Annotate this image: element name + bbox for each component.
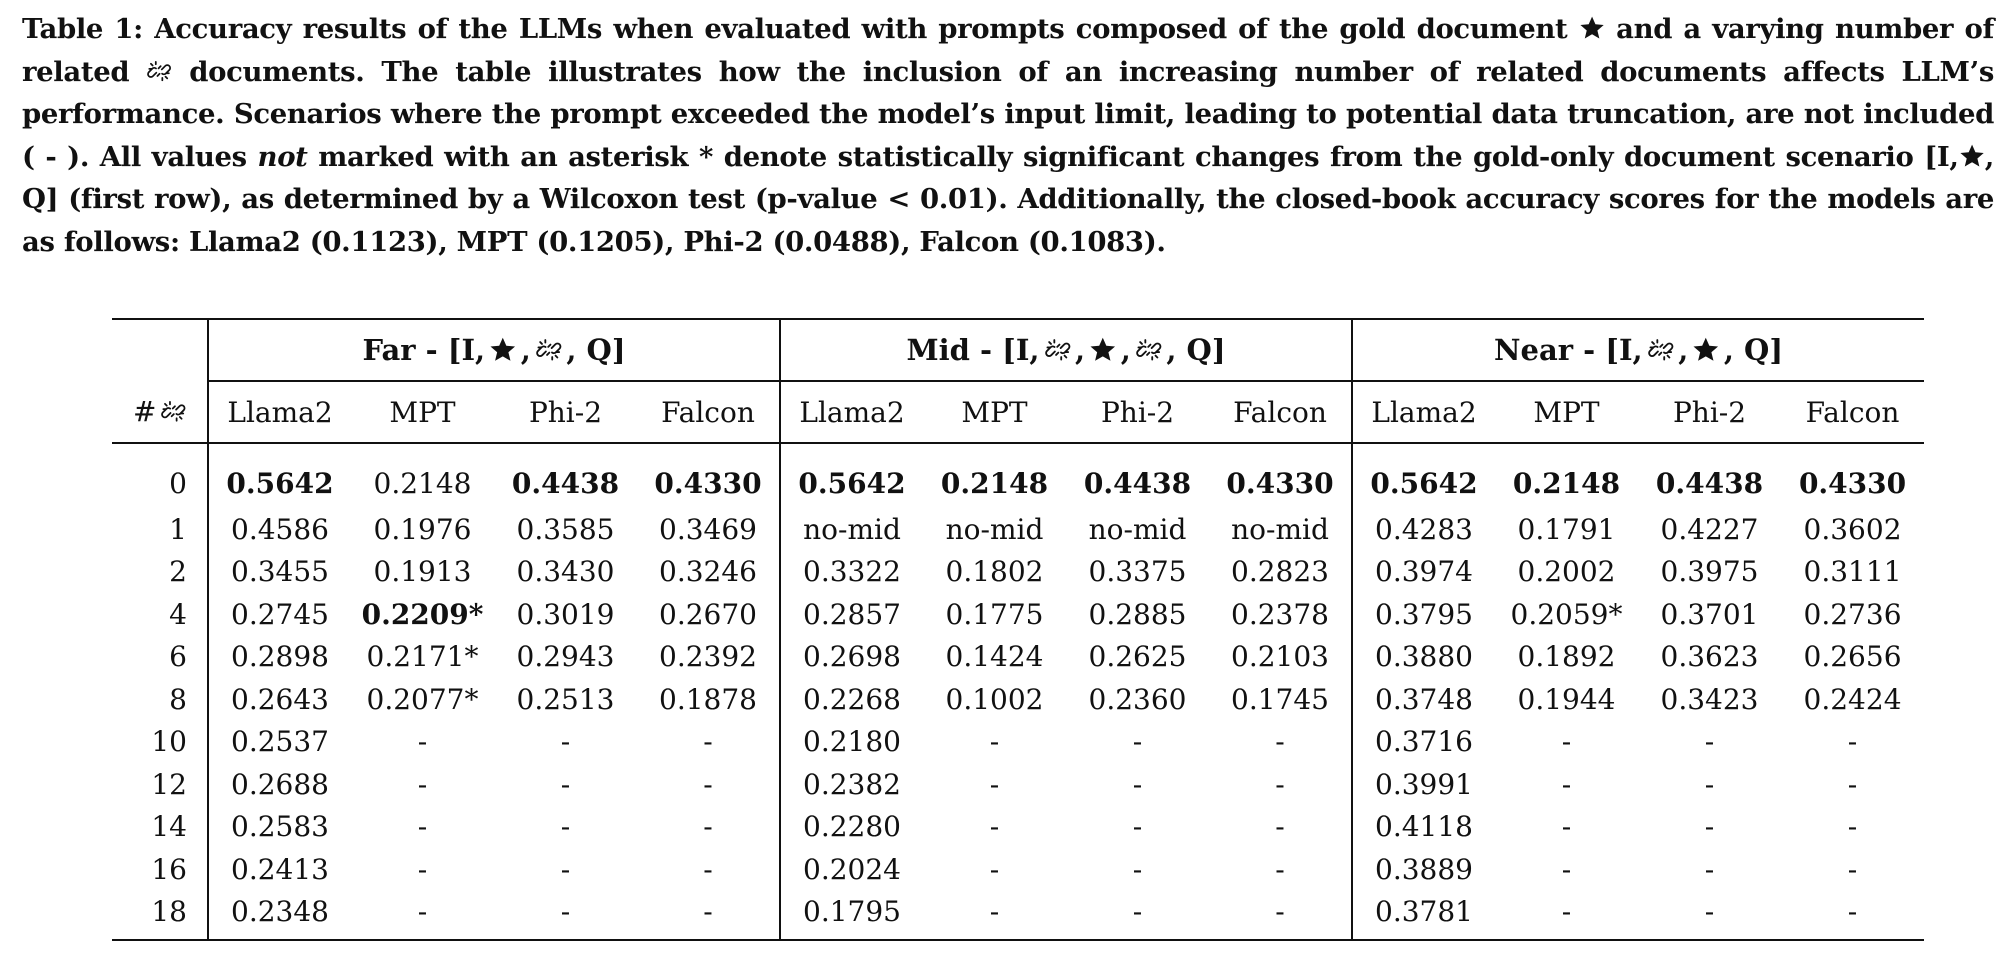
accuracy-cell: - [1209, 763, 1352, 806]
accuracy-cell: - [351, 891, 494, 941]
accuracy-cell: 0.2148 [373, 466, 472, 500]
results-table [112, 318, 1924, 941]
accuracy-cell: - [989, 810, 1000, 844]
accuracy-cell: 0.3375 [1088, 555, 1187, 589]
accuracy-cell: 0.1424 [945, 640, 1044, 674]
group-label-suffix: , Q] [566, 333, 626, 367]
accuracy-cell: 0.2656 [1803, 640, 1902, 674]
accuracy-cell: 0.5642 [226, 466, 334, 500]
accuracy-cell: 0.2688 [231, 767, 329, 801]
accuracy-cell: 0.4118 [1375, 810, 1473, 844]
table-row [112, 763, 1924, 806]
accuracy-cell: 0.3430 [516, 555, 615, 589]
accuracy-cell: - [1209, 721, 1352, 764]
hash-label: # [132, 395, 157, 428]
accuracy-cell: 0.1791 [1517, 512, 1616, 546]
group-label-prefix: Far - [I, [362, 333, 486, 367]
accuracy-cell: - [637, 763, 780, 806]
broken-link-icon [1044, 336, 1072, 364]
accuracy-cell: - [923, 891, 1066, 941]
table-row [112, 848, 1924, 891]
accuracy-cell: 0.2378 [1209, 593, 1352, 636]
row-count-cell: 2 [112, 551, 208, 594]
model-header-falcon: Falcon [1209, 381, 1352, 443]
accuracy-cell: 0.5642 [798, 466, 906, 500]
accuracy-cell: - [1209, 891, 1352, 941]
model-header-phi-2: Phi-2 [1066, 381, 1209, 443]
accuracy-cell: 0.2360 [1088, 682, 1187, 716]
row-count-cell: 4 [112, 593, 208, 636]
accuracy-cell: - [417, 852, 428, 886]
accuracy-cell: 0.2413 [231, 852, 329, 886]
accuracy-cell: 0.2736 [1803, 597, 1902, 631]
accuracy-cell: - [1495, 891, 1638, 941]
accuracy-cell: 0.2268 [803, 682, 901, 716]
row-count-cell: 6 [112, 636, 208, 679]
model-header-llama2: Llama2 [780, 381, 923, 443]
accuracy-cell: 0.2885 [1088, 597, 1187, 631]
group-header-row [112, 319, 1924, 381]
accuracy-cell: 0.2643 [231, 682, 329, 716]
table-row [112, 443, 1924, 508]
accuracy-cell: - [989, 852, 1000, 886]
model-header-row [112, 381, 1924, 443]
accuracy-cell: - [560, 767, 571, 801]
accuracy-cell: 0.3701 [1660, 597, 1759, 631]
accuracy-cell: - [1132, 767, 1143, 801]
accuracy-cell: 0.2024 [803, 852, 901, 886]
accuracy-cell: 0.3974 [1375, 555, 1473, 589]
star-icon [1692, 336, 1720, 364]
row-count-cell: 14 [112, 806, 208, 849]
accuracy-cell: 0.4330 [637, 443, 780, 508]
accuracy-cell: - [1132, 852, 1143, 886]
table-row [112, 721, 1924, 764]
accuracy-cell: - [494, 891, 637, 941]
model-header-llama2: Llama2 [208, 381, 351, 443]
table-body [112, 443, 1924, 940]
accuracy-cell: - [1561, 725, 1572, 759]
group-label-prefix: Near - [I, [1494, 333, 1643, 367]
row-count-cell: 1 [112, 508, 208, 551]
accuracy-cell: 0.1002 [945, 682, 1044, 716]
table-row [112, 891, 1924, 941]
accuracy-cell: - [1847, 767, 1858, 801]
accuracy-cell: 0.3716 [1375, 725, 1473, 759]
accuracy-cell: no-mid [803, 512, 901, 546]
accuracy-cell: - [560, 725, 571, 759]
accuracy-cell: 0.3991 [1375, 767, 1473, 801]
accuracy-cell: 0.3469 [637, 508, 780, 551]
accuracy-cell: - [1847, 725, 1858, 759]
table-row [112, 636, 1924, 679]
table-row [112, 508, 1924, 551]
accuracy-cell: 0.2392 [637, 636, 780, 679]
accuracy-cell: 0.2537 [231, 725, 329, 759]
accuracy-cell: 0.1976 [373, 512, 472, 546]
accuracy-cell: - [1132, 810, 1143, 844]
accuracy-cell: 0.2670 [637, 593, 780, 636]
star-icon [489, 336, 517, 364]
accuracy-cell: 0.3781 [1352, 891, 1495, 941]
accuracy-cell: - [1704, 767, 1715, 801]
accuracy-cell: - [637, 721, 780, 764]
accuracy-cell: - [1847, 810, 1858, 844]
accuracy-cell: - [1561, 767, 1572, 801]
accuracy-cell: - [989, 767, 1000, 801]
accuracy-cell: 0.1775 [945, 597, 1044, 631]
accuracy-cell: 0.1795 [780, 891, 923, 941]
accuracy-cell: - [417, 725, 428, 759]
corner-cell [112, 319, 208, 381]
accuracy-cell: 0.2209* [361, 597, 484, 631]
accuracy-cell: 0.3322 [803, 555, 901, 589]
accuracy-cell: 0.2171* [366, 640, 479, 674]
accuracy-cell: - [417, 767, 428, 801]
model-header-phi-2: Phi-2 [1638, 381, 1781, 443]
accuracy-cell: no-mid [1088, 512, 1187, 546]
star-icon [1579, 15, 1605, 41]
accuracy-cell: - [1704, 725, 1715, 759]
accuracy-cell: 0.2059* [1510, 597, 1623, 631]
row-count-cell: 16 [112, 848, 208, 891]
broken-link-icon [160, 398, 187, 425]
accuracy-cell: - [1704, 810, 1715, 844]
row-count-header [112, 381, 208, 443]
accuracy-cell: 0.2077* [366, 682, 479, 716]
accuracy-cell: 0.1745 [1209, 678, 1352, 721]
group-label-suffix: , Q] [1166, 333, 1226, 367]
accuracy-cell: 0.2823 [1209, 551, 1352, 594]
accuracy-cell: - [417, 810, 428, 844]
group-label-prefix: Mid - [I, [906, 333, 1040, 367]
accuracy-cell: 0.3623 [1660, 640, 1759, 674]
model-header-mpt: MPT [923, 381, 1066, 443]
group-label-separator: , [1075, 333, 1086, 367]
accuracy-cell: 0.3019 [516, 597, 615, 631]
group-header-far [208, 319, 780, 381]
group-label-separator: , [1678, 333, 1689, 367]
accuracy-cell: 0.4438 [511, 466, 620, 500]
row-count-cell: 18 [112, 891, 208, 941]
row-count-cell: 12 [112, 763, 208, 806]
model-header-llama2: Llama2 [1352, 381, 1495, 443]
model-header-mpt: MPT [351, 381, 494, 443]
accuracy-cell: - [1209, 848, 1352, 891]
accuracy-cell: 0.3111 [1803, 555, 1902, 589]
accuracy-cell: 0.3423 [1660, 682, 1759, 716]
accuracy-cell: 0.2180 [803, 725, 901, 759]
accuracy-cell: 0.4227 [1660, 512, 1759, 546]
accuracy-cell: 0.1944 [1517, 682, 1616, 716]
accuracy-cell: - [1066, 891, 1209, 941]
table-row [112, 551, 1924, 594]
accuracy-cell: 0.4586 [231, 512, 329, 546]
accuracy-cell: 0.2348 [208, 891, 351, 941]
accuracy-cell: 0.2745 [231, 597, 329, 631]
accuracy-cell: 0.2148 [1512, 466, 1621, 500]
accuracy-cell: 0.3602 [1803, 512, 1902, 546]
accuracy-cell: 0.3975 [1660, 555, 1759, 589]
accuracy-cell: - [1209, 806, 1352, 849]
accuracy-cell: 0.2280 [803, 810, 901, 844]
accuracy-cell: 0.2625 [1088, 640, 1187, 674]
accuracy-cell: - [1704, 852, 1715, 886]
group-label-separator: , [520, 333, 531, 367]
row-count-cell: 8 [112, 678, 208, 721]
star-icon [1959, 143, 1985, 169]
accuracy-cell: - [560, 810, 571, 844]
accuracy-cell: 0.4438 [1655, 466, 1764, 500]
accuracy-cell: no-mid [1209, 508, 1352, 551]
accuracy-cell: 0.4438 [1083, 466, 1192, 500]
accuracy-cell: 0.4330 [1209, 443, 1352, 508]
accuracy-cell: 0.1802 [945, 555, 1044, 589]
caption-text-5: , Q] (first row), as determined by a Wilcoxon test (p-value < 0.01). Additionally, the closed-book accuracy scores for the models are as follows: Llama2 (0.1123), MPT (0.1205), Phi-2 (0.0488), Falcon (0.1083). [22, 140, 1994, 258]
accuracy-cell: 0.4283 [1375, 512, 1473, 546]
accuracy-cell: - [1847, 852, 1858, 886]
accuracy-cell: - [989, 725, 1000, 759]
table-row [112, 806, 1924, 849]
accuracy-cell: - [1781, 891, 1924, 941]
table-row [112, 593, 1924, 636]
caption-text-3: documents. The table illustrates how the inclusion of an increasing number of related documents affects LLM’s performance. Scenarios where the prompt exceeded the model’s input limit, leading to potential data truncation, are not included ( - ). All values [22, 55, 1994, 173]
caption-text-1: Table 1: Accuracy results of the LLMs when evaluated with prompts composed of the gold document [22, 13, 1568, 45]
row-count-cell: 10 [112, 721, 208, 764]
accuracy-cell: 0.5642 [1370, 466, 1478, 500]
model-header-falcon: Falcon [1781, 381, 1924, 443]
accuracy-cell: - [637, 806, 780, 849]
accuracy-cell: 0.4330 [1798, 466, 1907, 500]
broken-link-icon [535, 336, 563, 364]
group-label-separator: , [1120, 333, 1131, 367]
accuracy-cell: 0.2103 [1209, 636, 1352, 679]
accuracy-cell: 0.2698 [803, 640, 901, 674]
accuracy-cell: 0.2002 [1517, 555, 1616, 589]
row-count-cell: 0 [112, 443, 208, 508]
accuracy-cell: - [1132, 725, 1143, 759]
table-caption [22, 8, 1994, 263]
caption-italic-not: not [257, 140, 308, 173]
accuracy-cell: 0.1878 [637, 678, 780, 721]
caption-text-2: and a varying number of related [22, 13, 1994, 88]
accuracy-cell: - [637, 848, 780, 891]
star-icon [1089, 336, 1117, 364]
accuracy-cell: 0.3748 [1375, 682, 1473, 716]
group-header-mid [780, 319, 1352, 381]
model-header-falcon: Falcon [637, 381, 780, 443]
accuracy-cell: 0.3795 [1375, 597, 1473, 631]
accuracy-cell: 0.3246 [637, 551, 780, 594]
accuracy-cell: 0.1892 [1517, 640, 1616, 674]
accuracy-cell: - [1638, 891, 1781, 941]
accuracy-cell: 0.2148 [940, 466, 1049, 500]
caption-text-4: marked with an asterisk * denote statistically significant changes from the gold-only document scenario [I, [318, 140, 1959, 173]
model-header-phi-2: Phi-2 [494, 381, 637, 443]
accuracy-cell: - [1561, 810, 1572, 844]
accuracy-cell: 0.3585 [516, 512, 615, 546]
accuracy-cell: 0.2382 [803, 767, 901, 801]
broken-link-icon [146, 58, 172, 84]
broken-link-icon [1647, 336, 1675, 364]
group-header-near [1352, 319, 1924, 381]
accuracy-cell: 0.2898 [231, 640, 329, 674]
accuracy-cell: - [637, 891, 780, 941]
table-row [112, 678, 1924, 721]
accuracy-cell: 0.3889 [1375, 852, 1473, 886]
accuracy-cell: no-mid [945, 512, 1044, 546]
model-header-mpt: MPT [1495, 381, 1638, 443]
accuracy-cell: - [560, 852, 571, 886]
accuracy-cell: 0.2424 [1803, 682, 1902, 716]
accuracy-cell: 0.3880 [1375, 640, 1473, 674]
broken-link-icon [1135, 336, 1163, 364]
accuracy-cell: 0.2943 [516, 640, 615, 674]
accuracy-cell: - [1561, 852, 1572, 886]
accuracy-cell: 0.3455 [231, 555, 329, 589]
accuracy-cell: 0.2513 [516, 682, 615, 716]
accuracy-cell: 0.2857 [803, 597, 901, 631]
accuracy-cell: 0.2583 [231, 810, 329, 844]
accuracy-cell: 0.1913 [373, 555, 472, 589]
group-label-suffix: , Q] [1723, 333, 1784, 367]
